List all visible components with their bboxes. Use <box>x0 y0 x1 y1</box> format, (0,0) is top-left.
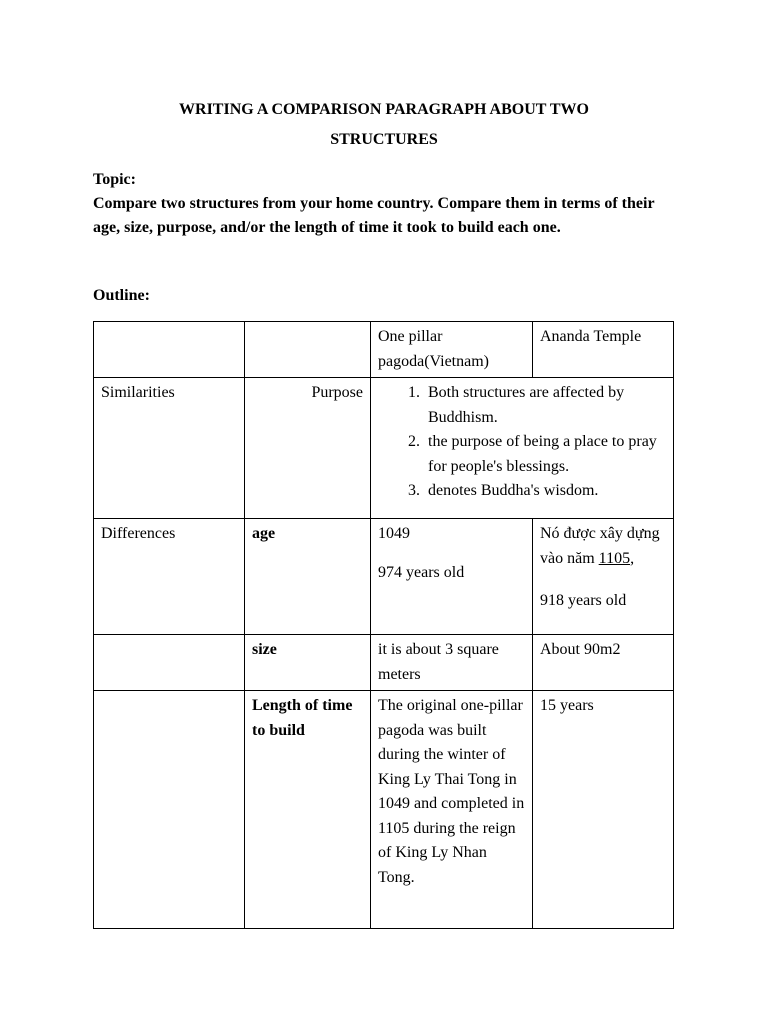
header-empty-2 <box>245 322 371 378</box>
age-ananda-age: 918 years old <box>540 592 627 609</box>
age-one-pillar-year: 1049 <box>378 525 410 542</box>
title-line-2: STRUCTURES <box>330 131 438 148</box>
age-ananda-comma: , <box>630 549 635 567</box>
similarities-list <box>378 381 666 504</box>
list-item: 2. the purpose of being a place to pray for people's blessings. <box>424 430 666 479</box>
age-label: age <box>245 519 371 635</box>
length-label: Length of time to build <box>245 691 371 929</box>
age-ananda-text: Nó được xây dựng vào năm <box>540 525 660 567</box>
outline-label: Outline: <box>93 287 150 304</box>
topic-section <box>93 168 683 240</box>
length-ananda: 15 years <box>533 691 674 929</box>
size-one-pillar: it is about 3 square meters <box>371 635 533 691</box>
topic-label: Topic: <box>93 171 136 188</box>
header-one-pillar: One pillar pagoda(Vietnam) <box>371 322 533 378</box>
differences-label: Differences <box>94 519 245 635</box>
size-empty <box>94 635 245 691</box>
list-item: 3. denotes Buddha's wisdom. <box>424 479 666 504</box>
topic-text: Compare two structures from your home country. Compare them in terms of their age, size, purpose, and/or the length of time it took to build each one. <box>93 195 655 236</box>
purpose-label: Purpose <box>245 378 371 519</box>
header-empty-1 <box>94 322 245 378</box>
size-ananda: About 90m2 <box>533 635 674 691</box>
differences-length-row <box>94 691 674 929</box>
similarities-list-cell <box>371 378 674 519</box>
differences-size-row <box>94 635 674 691</box>
age-one-pillar-age: 974 years old <box>378 563 465 581</box>
similarities-row <box>94 378 674 519</box>
size-label: size <box>245 635 371 691</box>
length-one-pillar: The original one-pillar pagoda was built during the winter of King Ly Thai Tong in 1049 and completed in 1105 during the reign of King Ly Nhan Tong. <box>371 691 533 929</box>
title-line-1: WRITING A COMPARISON PARAGRAPH ABOUT TWO <box>179 101 589 118</box>
age-one-pillar <box>371 519 533 635</box>
similarities-label: Similarities <box>94 378 245 519</box>
age-ananda-year: 1105 <box>598 549 631 567</box>
length-empty <box>94 691 245 929</box>
table-header-row <box>94 322 674 378</box>
outline-table <box>93 321 674 929</box>
age-ananda <box>533 519 674 635</box>
differences-age-row <box>94 519 674 635</box>
list-item: 1. Both structures are affected by Buddhism. <box>424 381 666 430</box>
header-ananda: Ananda Temple <box>533 322 674 378</box>
